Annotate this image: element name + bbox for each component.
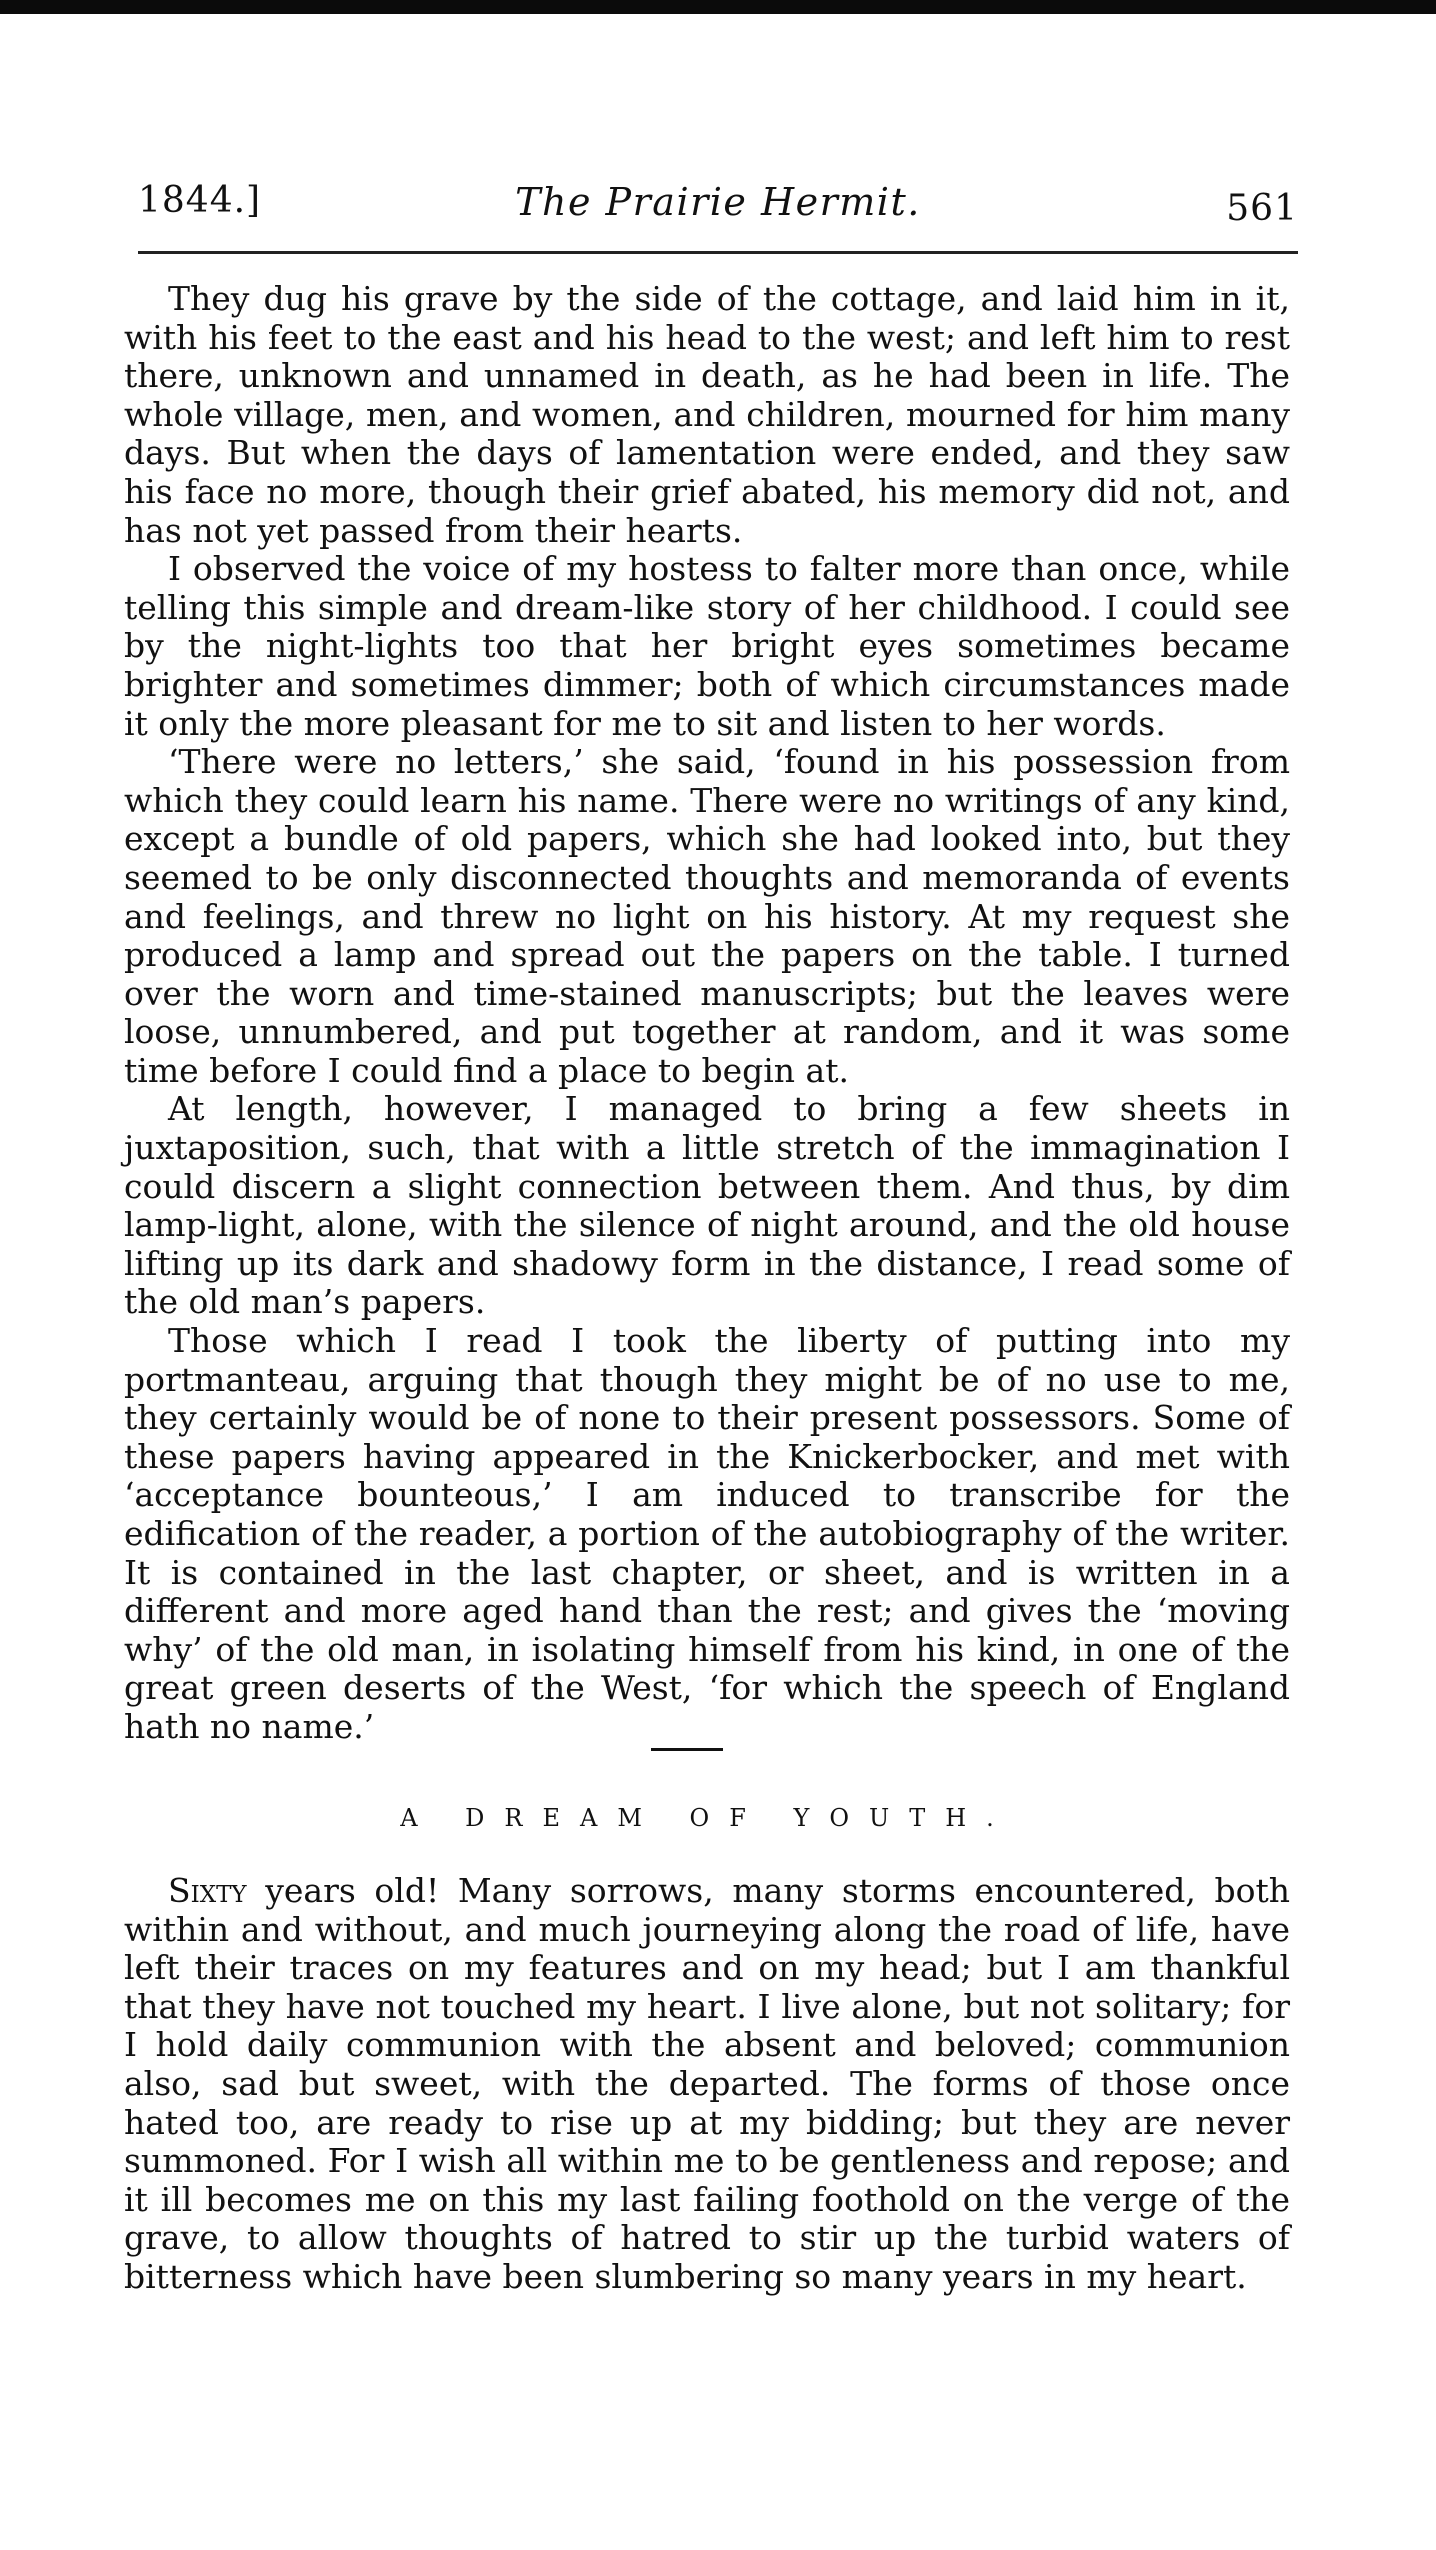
paragraph-3: ‘There were no letters,’ she said, ‘found in his possession from which they could learn his name. There were no writings of any kind, except a bundle of old papers, which she had looked into, but they seemed to be only disconnected thoughts and memoranda of events and feelings, and threw no light on his history. At my request she produced a lamp and spread out the papers on the table. I turned over the worn and time-stained manuscripts; but the leaves were loose, unnumbered, and put together at random, and it was some time before I could find a place to begin at.: [124, 742, 1290, 1090]
paragraph-1: They dug his grave by the side of the cottage, and laid him in it, with his feet to the east and his head to the west; and left him to rest there, unknown and unnamed in death, as he had been in life. The whole village, men, and women, and children, mourned for him many days. But when the days of lamentation were ended, and they saw his face no more, though their grief abated, his memory did not, and has not yet passed from their hearts.: [124, 279, 1290, 550]
section-body: [124, 1872, 1290, 2297]
page-number: 561: [1226, 188, 1298, 229]
paragraph-2: I observed the voice of my hostess to falter more than once, while telling this simple and dream-like story of her childhood. I could see by the night-lights too that her bright eyes sometimes became brighter and sometimes dimmer; both of which circumstances made it only the more pleasant for me to sit and listen to her words.: [124, 549, 1290, 743]
paragraph-5: Those which I read I took the liberty of putting into my portmanteau, arguing that though they might be of no use to me, they certainly would be of none to their present possessors. Some of these papers having appeared in the Knickerbocker, and met with ‘acceptance bounteous,’ I am induced to transcribe for the edification of the reader, a portion of the autobiography of the writer. It is contained in the last chapter, or sheet, and is written in a different and more aged hand than the rest; and gives the ‘moving why’ of the old man, in isolating himself from his kind, in one of the great green deserts of the West, ‘for which the speech of England hath no name.’: [124, 1321, 1290, 1746]
running-header-title: The Prairie Hermit.: [515, 180, 921, 224]
running-header-year: 1844.]: [138, 180, 262, 221]
running-header: [138, 176, 1298, 246]
article-body: [124, 280, 1290, 1747]
section-paragraph: [124, 1872, 1290, 2297]
section-paragraph-text: years old! Many sorrows, many storms encountered, both within and without, and much journeying along the road of life, have left their traces on my features and on my head; but I am thankful that they have not touched my heart. I live alone, but not solitary; for I hold daily communion with the absent and beloved; communion also, sad but sweet, with the departed. The forms of those once hated too, are ready to rise up at my bidding; but they are never summoned. For I wish all within me to be gentleness and repose; and it ill becomes me on this my last failing foothold on the verge of the grave, to allow thoughts of hatred to stir up the turbid waters of bitterness which have been slumbering so many years in my heart.: [124, 1871, 1290, 2296]
paragraph-4: At length, however, I managed to bring a few sheets in juxtaposition, such, that with a little stretch of the immagination I could discern a slight connection between them. And thus, by dim lamp-light, alone, with the silence of night around, and the old house lifting up its dark and shadowy form in the distance, I read some of the old man’s papers.: [124, 1089, 1290, 1322]
section-heading: A DREAM OF YOUTH.: [400, 1804, 1014, 1832]
section-first-word: Sixty: [168, 1871, 247, 1910]
header-rule: [138, 251, 1298, 254]
section-divider-rule: [651, 1748, 723, 1751]
top-border-rule: [0, 0, 1436, 14]
